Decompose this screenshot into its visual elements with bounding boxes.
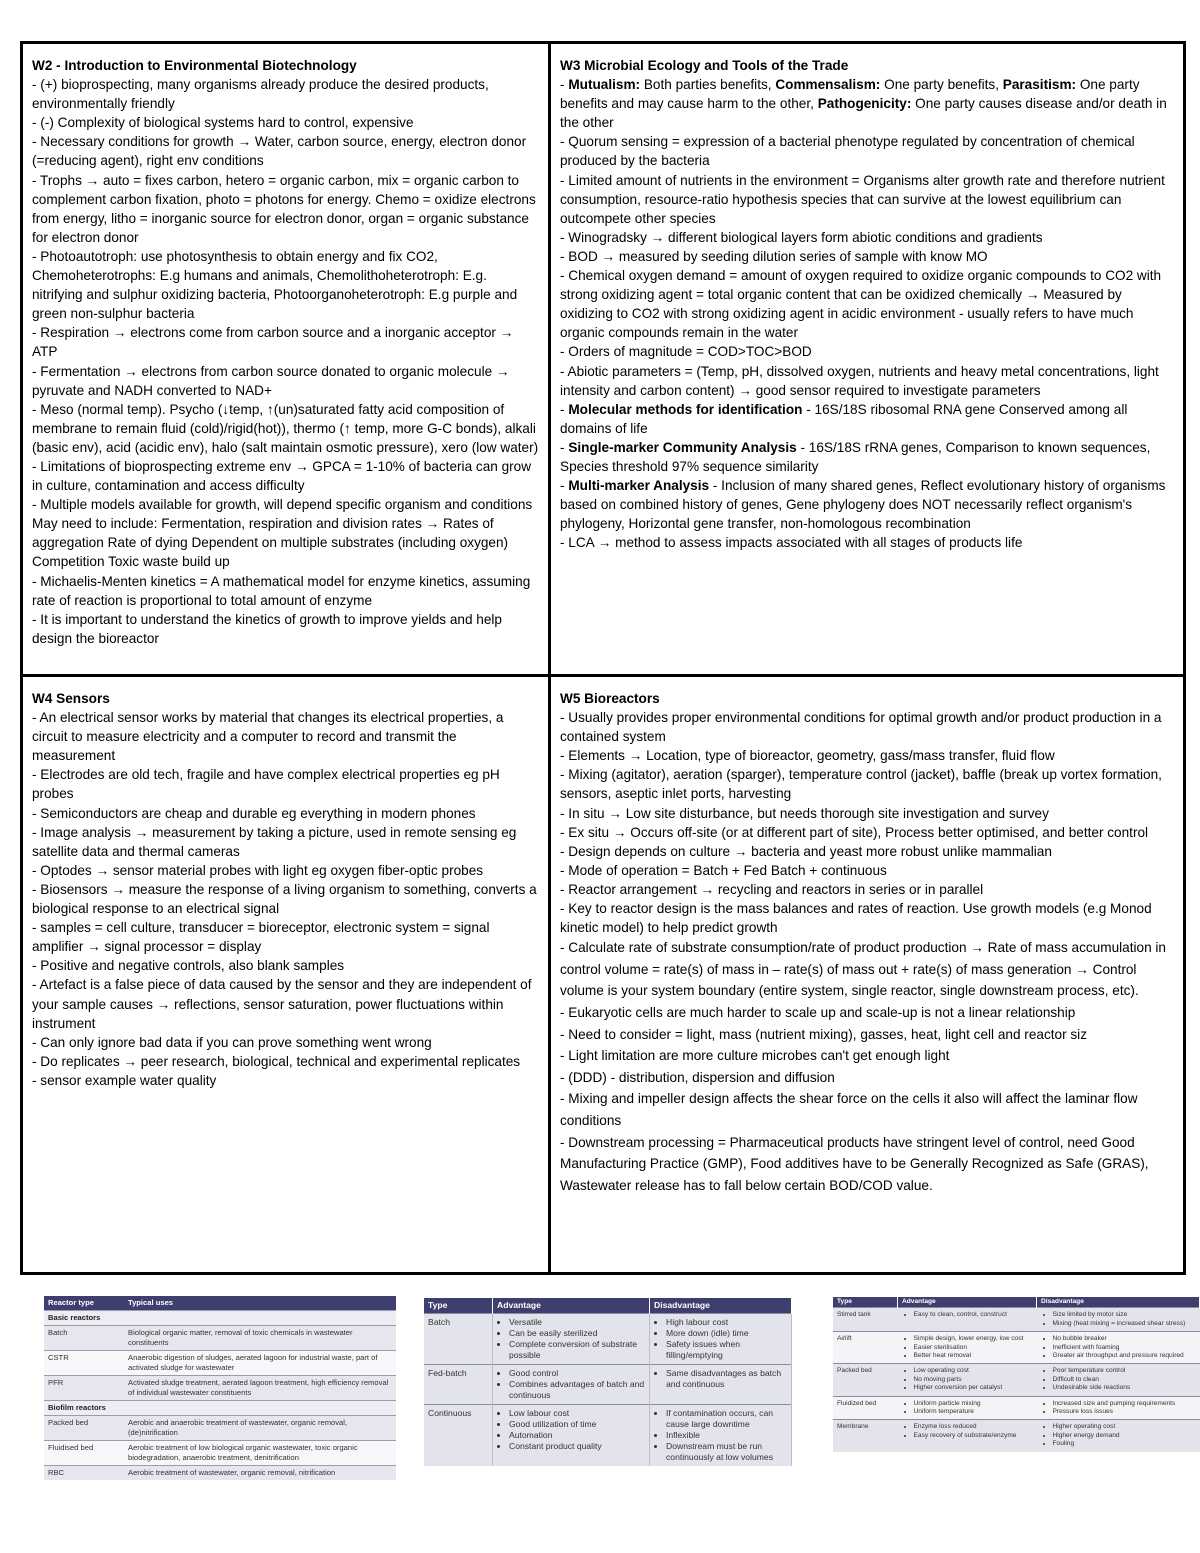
molecular-methods-line: - Molecular methods for identification - 16S/18S ribosomal RNA gene Conserved among all domains of life: [560, 401, 1128, 436]
list-item: • Good utilization of time: [509, 1419, 645, 1430]
note-line: - Calculate rate of substrate consumption/rate of product production → Rate of mass accumulation in control volume = rate(s) of mass in – rate(s) of mass out + rate(s) of mass generation → Control volume is your system boundary (entire system, single reactor, single downstream process, etc).: [560, 940, 1166, 999]
list-item: • Inflexible: [666, 1430, 787, 1441]
note-line: - Artefact is a false piece of data caused by the sensor and they are independent of your sample causes → reflections, sensor saturation, power fluctuations within instrument: [32, 977, 532, 1031]
list-item: • Greater air throughput and pressure required: [1053, 1352, 1196, 1360]
note-line: - Light limitation are more culture microbes can't get enough light: [560, 1048, 950, 1064]
list-item: • Low operating cost: [914, 1367, 1033, 1375]
note-line: - Mixing and impeller design affects the shear force on the cells it also will affect the laminar flow conditions: [560, 1091, 1138, 1128]
list-item: • High labour cost: [666, 1317, 787, 1328]
note-line: - Semiconductors are cheap and durable eg everything in modern phones: [32, 805, 476, 821]
note-line: - Eukaryotic cells are much harder to scale up and scale-up is not a linear relationship: [560, 1005, 1076, 1020]
note-line: - Ex situ → Occurs off-site (or at different part of site), Process better optimised, and better control: [560, 824, 1149, 840]
table-row: Batch • Versatile • Can be easily sterilized • Complete conversion of substrate possible • High labour cost • More down (idle) time • Safety issues when filling/emptying: [424, 1314, 792, 1365]
list-item: • Combines advantages of batch and continuous: [509, 1379, 645, 1401]
note-line: - Do replicates → peer research, biological, technical and experimental replicates: [32, 1053, 521, 1069]
note-line: - Design depends on culture → bacteria and yeast more robust unlike mammalian: [560, 843, 1052, 859]
relationships-line: - Mutualism: Both parties benefits, Commensalism: One party benefits, Parasitism: One party benefits and may cause harm to the other, Pathogenicity: One party causes disease and/or death in the other: [560, 77, 1167, 131]
list-item: • Inefficient with foaming: [1053, 1344, 1196, 1352]
note-line: - Downstream processing = Pharmaceutical products have stringent level of control, need Good Manufacturing Practice (GMP), Food additives have to be Generally Recognized as Safe (GRAS), Wastewater release has to fall below certain BOD/COD value.: [560, 1134, 1149, 1193]
table-row: Membrane • Enzyme loss reduced • Easy recovery of substrate/enzyme • Higher operating cost • Higher energy demand • Fouling: [833, 1420, 1200, 1452]
list-item: • No bubble breaker: [1053, 1335, 1196, 1343]
list-item: • If contamination occurs, can cause large downtime: [666, 1408, 787, 1430]
note-line: - Image analysis → measurement by taking a picture, used in remote sensing eg satellite data and thermal cameras: [32, 824, 517, 859]
column-header: Reactor type: [44, 1296, 124, 1311]
note-line: - Fermentation → electrons from carbon source donated to organic molecule → pyruvate and NADH converted to NAD+: [32, 363, 510, 398]
list-item: • Low labour cost: [509, 1408, 645, 1419]
note-line: - It is important to understand the kinetics of growth to improve yields and help design the bioreactor: [32, 611, 502, 646]
column-header: Disadvantage: [650, 1298, 792, 1314]
note-line: - Usually provides proper environmental conditions for optimal growth and/or product production in a contained system: [560, 710, 1162, 745]
table-row: PFR Activated sludge treatment, aerated lagoon treatment, high efficiency removal of individual wastewater constituents: [44, 1376, 396, 1401]
note-line: - Key to reactor design is the mass balances and rates of reaction. Use growth models (e.g Monod kinetic model) to help predict growth: [560, 901, 1152, 936]
note-line: - Elements → Location, type of bioreactor, geometry, gass/mass transfer, fluid flow: [560, 748, 1055, 764]
table-row: Batch Biological organic matter, removal of toxic chemicals in wastewater constituents: [44, 1326, 396, 1351]
note-line: - Limitations of bioprospecting extreme env → GPCA = 1-10% of bacteria can grow in culture, contamination and access difficulty: [32, 458, 532, 494]
note-line: - (-) Complexity of biological systems hard to control, expensive: [32, 115, 414, 131]
section-w5: [551, 677, 1183, 1272]
list-item: • Constant product quality: [509, 1441, 645, 1452]
list-item: • Pressure loss issues: [1053, 1408, 1196, 1416]
note-line: - (+) bioprospecting, many organisms already produce the desired products, environmentally friendly: [32, 77, 489, 112]
table-group-label: Biofilm reactors: [44, 1401, 396, 1416]
column-header: Type: [833, 1297, 898, 1308]
note-line: - Optodes → sensor material probes with light eg oxygen fiber-optic probes: [32, 862, 484, 878]
note-line: - Respiration → electrons come from carbon source and a inorganic acceptor → ATP: [32, 325, 514, 360]
list-item: • Difficult to clean: [1053, 1376, 1196, 1384]
list-item: • Good control: [509, 1368, 645, 1379]
operation-modes-table: [424, 1298, 792, 1466]
term-parasitism: Parasitism:: [1002, 77, 1077, 93]
table-row: Packed bed • Low operating cost • No moving parts • Higher conversion per catalyst • Poor temperature control • Difficult to clean • Undesirable side reactions: [833, 1364, 1200, 1396]
note-line: - Photoautotroph: use photosynthesis to obtain energy and fix CO2, Chemoheterotrophs: E.g humans and animals, Chemolithoheterotroph: E.g. nitrifying and sulphur oxidizing bacteria, Photoorganoheterotroph: E.g purple and green non-sulphur bacteria: [32, 248, 518, 322]
note-line: - sensor example water quality: [32, 1072, 217, 1088]
column-header: Disadvantage: [1037, 1297, 1200, 1308]
list-item: • No moving parts: [914, 1376, 1033, 1384]
note-line: - Can only ignore bad data if you can prove something went wrong: [32, 1034, 432, 1050]
note-line: - Meso (normal temp). Psycho (↓temp, ↑(un)saturated fatty acid composition of membrane to remain fluid (cold)/rigid(hot)), thermo (↑ temp, more G-C bonds), alkali (basic env), acid (acidic env), halo (salt maintain osmotic pressure), xero (low water): [32, 401, 539, 455]
table-group-label: Basic reactors: [44, 1311, 396, 1326]
list-item: • Easier sterilisation: [914, 1344, 1033, 1352]
list-item: • Undesirable side reactions: [1053, 1384, 1196, 1392]
list-item: • Versatile: [509, 1317, 645, 1328]
list-item: • Easy to clean, control, construct: [914, 1311, 1033, 1319]
table-row: CSTR Anaerobic digestion of sludges, aerated lagoon for industrial waste, part of activated sludge for wastewater: [44, 1351, 396, 1376]
term-pathogenicity: Pathogenicity:: [817, 96, 912, 112]
note-line: - Orders of magnitude = COD>TOC>BOD: [560, 344, 812, 360]
section-w4: [23, 677, 551, 1272]
section-title: W5 Bioreactors: [560, 691, 660, 706]
list-item: • Complete conversion of substrate possible: [509, 1339, 645, 1361]
note-line: - (DDD) - distribution, dispersion and diffusion: [560, 1069, 835, 1085]
list-item: • Can be easily sterilized: [509, 1328, 645, 1339]
note-line: - An electrical sensor works by material that changes its electrical properties, a circuit to measure electricity and a computer to record and transmit the measurement: [32, 710, 504, 764]
list-item: • Mixing (heat mixing = increased shear stress): [1053, 1320, 1196, 1328]
note-line: - Quorum sensing = expression of a bacterial phenotype regulated by concentration of chemical produced by the bacteria: [560, 134, 1135, 169]
note-line: - Electrodes are old tech, fragile and have complex electrical properties eg pH probes: [32, 767, 500, 802]
bioreactor-types-table: [833, 1297, 1200, 1452]
note-line: - BOD → measured by seeding dilution series of sample with know MO: [560, 248, 988, 264]
term-mutualism: Mutualism:: [568, 77, 641, 93]
section-w3: [551, 44, 1183, 677]
note-line: - Abiotic parameters = (Temp, pH, dissolved oxygen, nutrients and heavy metal concentrations, light intensity and carbon content) → good sensor required to investigate parameters: [560, 363, 1159, 398]
note-line: - LCA → method to assess impacts associated with all stages of products life: [560, 535, 1023, 551]
list-item: • Higher energy demand: [1053, 1432, 1196, 1440]
note-line: - Winogradsky → different biological layers form abiotic conditions and gradients: [560, 229, 1043, 245]
list-item: • Poor temperature control: [1053, 1367, 1196, 1375]
list-item: • Higher conversion per catalyst: [914, 1384, 1033, 1392]
section-title: W4 Sensors: [32, 691, 110, 706]
note-line: - Trophs → auto = fixes carbon, hetero = organic carbon, mix = organic carbon to complement carbon fixation, photo = photons for energy. Chemo = oxidize electrons from energy, litho = inorganic source for electron donor, organ = organic substance for electron donor: [32, 172, 536, 245]
list-item: • Uniform temperature: [914, 1408, 1033, 1416]
list-item: • Easy recovery of substrate/enzyme: [914, 1432, 1033, 1440]
table-row: Airlift • Simple design, lower energy, low cost • Easier sterilisation • Better heat removal • No bubble breaker • Inefficient with foaming • Greater air throughput and pressure required: [833, 1332, 1200, 1364]
table-row: Fed-batch • Good control • Combines advantages of batch and continuous • Same disadvantages as batch and continuous: [424, 1365, 792, 1405]
list-item: • Simple design, lower energy, low cost: [914, 1335, 1033, 1343]
term-commensalism: Commensalism:: [775, 77, 881, 93]
note-line: - Michaelis-Menten kinetics = A mathematical model for enzyme kinetics, assuming rate of reaction is proportional to total amount of enzyme: [32, 573, 531, 608]
column-header: Typical uses: [124, 1296, 396, 1311]
table-row: Packed bed Aerobic and anaerobic treatment of wastewater, organic removal, (de)nitrification: [44, 1416, 396, 1441]
section-title: W3 Microbial Ecology and Tools of the Trade: [560, 58, 849, 73]
section-title: W2 - Introduction to Environmental Biotechnology: [32, 58, 357, 73]
note-line: - Reactor arrangement → recycling and reactors in series or in parallel: [560, 881, 984, 897]
list-item: • Automation: [509, 1430, 645, 1441]
list-item: • Increased size and pumping requirements: [1053, 1400, 1196, 1408]
note-line: - Chemical oxygen demand = amount of oxygen required to oxidize organic compounds to CO2 with strong oxidizing agent = total organic content that can be oxidized chemically → Measured by oxidizing to CO2 with strong oxidizing agent in acidic environment - usually refers to have much organic compounds remain in the water: [560, 268, 1162, 341]
note-line: - samples = cell culture, transducer = bioreceptor, electronic system = signal amplifier → signal processor = display: [32, 920, 490, 955]
list-item: • Safety issues when filling/emptying: [666, 1339, 787, 1361]
list-item: • Better heat removal: [914, 1352, 1033, 1360]
list-item: • More down (idle) time: [666, 1328, 787, 1339]
note-line: - Necessary conditions for growth → Water, carbon source, energy, electron donor (=reducing agent), right env conditions: [32, 134, 527, 169]
table-row: RBC Aerobic treatment of wastewater, organic removal, nitrification: [44, 1466, 396, 1481]
notes-grid: [20, 41, 1186, 1275]
note-line: - Mixing (agitator), aeration (sparger), temperature control (jacket), baffle (break up vortex formation, sensors, aseptic inlet ports, harvesting: [560, 767, 1162, 802]
column-header: Advantage: [898, 1297, 1037, 1308]
table-row: Fluidized bed • Uniform particle mixing • Uniform temperature • Increased size and pumping requirements • Pressure loss issues: [833, 1396, 1200, 1420]
list-item: • Fouling: [1053, 1440, 1196, 1448]
reactor-uses-table: [44, 1296, 396, 1480]
note-line: - Multiple models available for growth, will depend specific organism and conditions May need to include: Fermentation, respiration and division rates → Rates of aggregation Rate of dying Dependent on multiple substrates (including oxygen) Competition Toxic waste build up: [32, 497, 533, 570]
section-w2: [23, 44, 551, 677]
note-line: - Positive and negative controls, also blank samples: [32, 958, 345, 974]
note-line: - Limited amount of nutrients in the environment = Organisms alter growth rate and therefore nutrient consumption, resource-ratio hypothesis species that can survive at the lowest equilibrium can outcompete other species: [560, 172, 1165, 226]
table-row: Continuous • Low labour cost • Good utilization of time • Automation • Constant product quality • If contamination occurs, can cause large downtime • Inflexible • Downstream must be run continuously at low volumes: [424, 1405, 792, 1467]
table-row: Fluidised bed Aerobic treatment of low biological organic wastewater, toxic organic biodegradation, anaerobic treatment, denitrification: [44, 1441, 396, 1466]
note-line: - Biosensors → measure the response of a living organism to something, converts a biological response to an electrical signal: [32, 881, 537, 917]
single-marker-line: - Single-marker Community Analysis - 16S/18S rRNA genes, Comparison to known sequences, Species threshold 97% sequence similarity: [560, 439, 1151, 474]
list-item: • Uniform particle mixing: [914, 1400, 1033, 1408]
note-line: - Mode of operation = Batch + Fed Batch + continuous: [560, 862, 887, 878]
list-item: • Enzyme loss reduced: [914, 1423, 1033, 1431]
note-line: - Need to consider = light, mass (nutrient mixing), gasses, heat, light cell and reactor siz: [560, 1026, 1087, 1042]
multi-marker-line: - Multi-marker Analysis - Inclusion of many shared genes, Reflect evolutionary history of organisms based on combined history of genes, Gene phylogeny does NOT necessarily reflect organism's phylogeny, Horizontal gene transfer, non-homologous recombination: [560, 478, 1166, 532]
list-item: • Downstream must be run continuously at low volumes: [666, 1441, 787, 1463]
column-header: Advantage: [493, 1298, 650, 1314]
list-item: • Higher operating cost: [1053, 1423, 1196, 1431]
list-item: • Same disadvantages as batch and continuous: [666, 1368, 787, 1390]
column-header: Type: [424, 1298, 493, 1314]
table-row: Stirred tank • Easy to clean, control, construct • Size limited by motor size • Mixing (heat mixing = increased shear stress): [833, 1308, 1200, 1332]
note-line: - In situ → Low site disturbance, but needs thorough site investigation and survey: [560, 805, 1049, 821]
list-item: • Size limited by motor size: [1053, 1311, 1196, 1319]
